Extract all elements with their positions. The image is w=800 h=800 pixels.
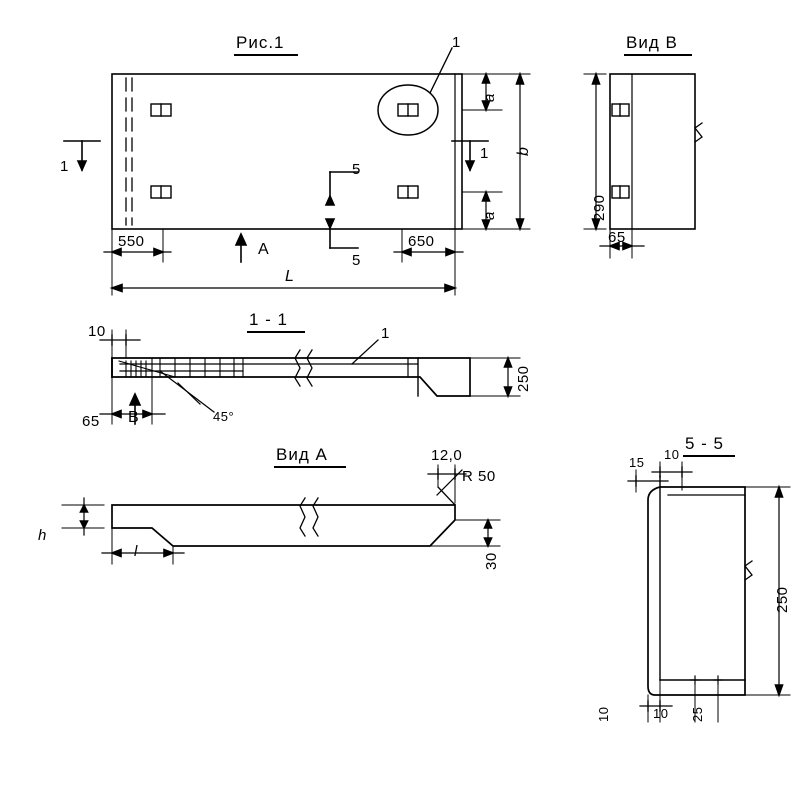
dim-650: 650 xyxy=(408,233,435,250)
dim-10-section-1: 10 xyxy=(88,323,106,340)
dim-h: h xyxy=(38,527,47,544)
dim-L: L xyxy=(285,268,295,285)
dim-30: 30 xyxy=(483,552,500,570)
dim-a-top: a xyxy=(481,93,498,102)
view-b-title-underline xyxy=(624,54,692,56)
dim-10-top-section-5: 10 xyxy=(664,447,680,462)
fig1-title-underline xyxy=(234,54,298,56)
dim-l-small: l xyxy=(134,543,138,560)
section-5-5-title: 5 - 5 xyxy=(685,434,725,453)
dim-b: b xyxy=(515,146,532,156)
dim-10-bottom-section-5: 10 xyxy=(653,706,669,721)
dim-25-section-5: 25 xyxy=(690,706,705,722)
view-b-title: Вид В xyxy=(626,33,678,52)
dim-250-section-1: 250 xyxy=(515,365,532,392)
view-a-title: Вид А xyxy=(276,445,328,464)
dim-r50: R 50 xyxy=(462,468,496,485)
dim-65-view-b: 65 xyxy=(608,229,626,246)
section-1-1-underline xyxy=(247,331,305,333)
section-mark-5-lower: 5 xyxy=(352,252,361,269)
section-mark-1-left: 1 xyxy=(60,158,69,175)
dim-250-section-5: 250 xyxy=(774,586,791,613)
dim-12-0: 12,0 xyxy=(431,447,463,464)
section-mark-5-upper: 5 xyxy=(352,161,361,178)
fig1-title: Рис.1 xyxy=(236,33,285,52)
callout-1-top: 1 xyxy=(452,34,461,51)
section-1-1-title: 1 - 1 xyxy=(249,310,289,329)
rebar-mark-1: 1 xyxy=(381,325,390,342)
section-5-5-underline xyxy=(683,455,735,457)
dim-10-left-section-5: 10 xyxy=(596,706,611,722)
dim-550: 550 xyxy=(118,233,145,250)
arrow-label-b: B xyxy=(128,409,140,426)
section-mark-1-right: 1 xyxy=(480,145,489,162)
dim-15-section-5: 15 xyxy=(629,455,645,470)
view-a-underline xyxy=(274,466,346,468)
dim-290: 290 xyxy=(591,194,608,221)
dim-a-bottom: a xyxy=(481,211,498,220)
dim-65-section-1: 65 xyxy=(82,413,100,430)
arrow-label-a: A xyxy=(258,241,270,258)
dim-45-deg: 45° xyxy=(213,409,235,424)
